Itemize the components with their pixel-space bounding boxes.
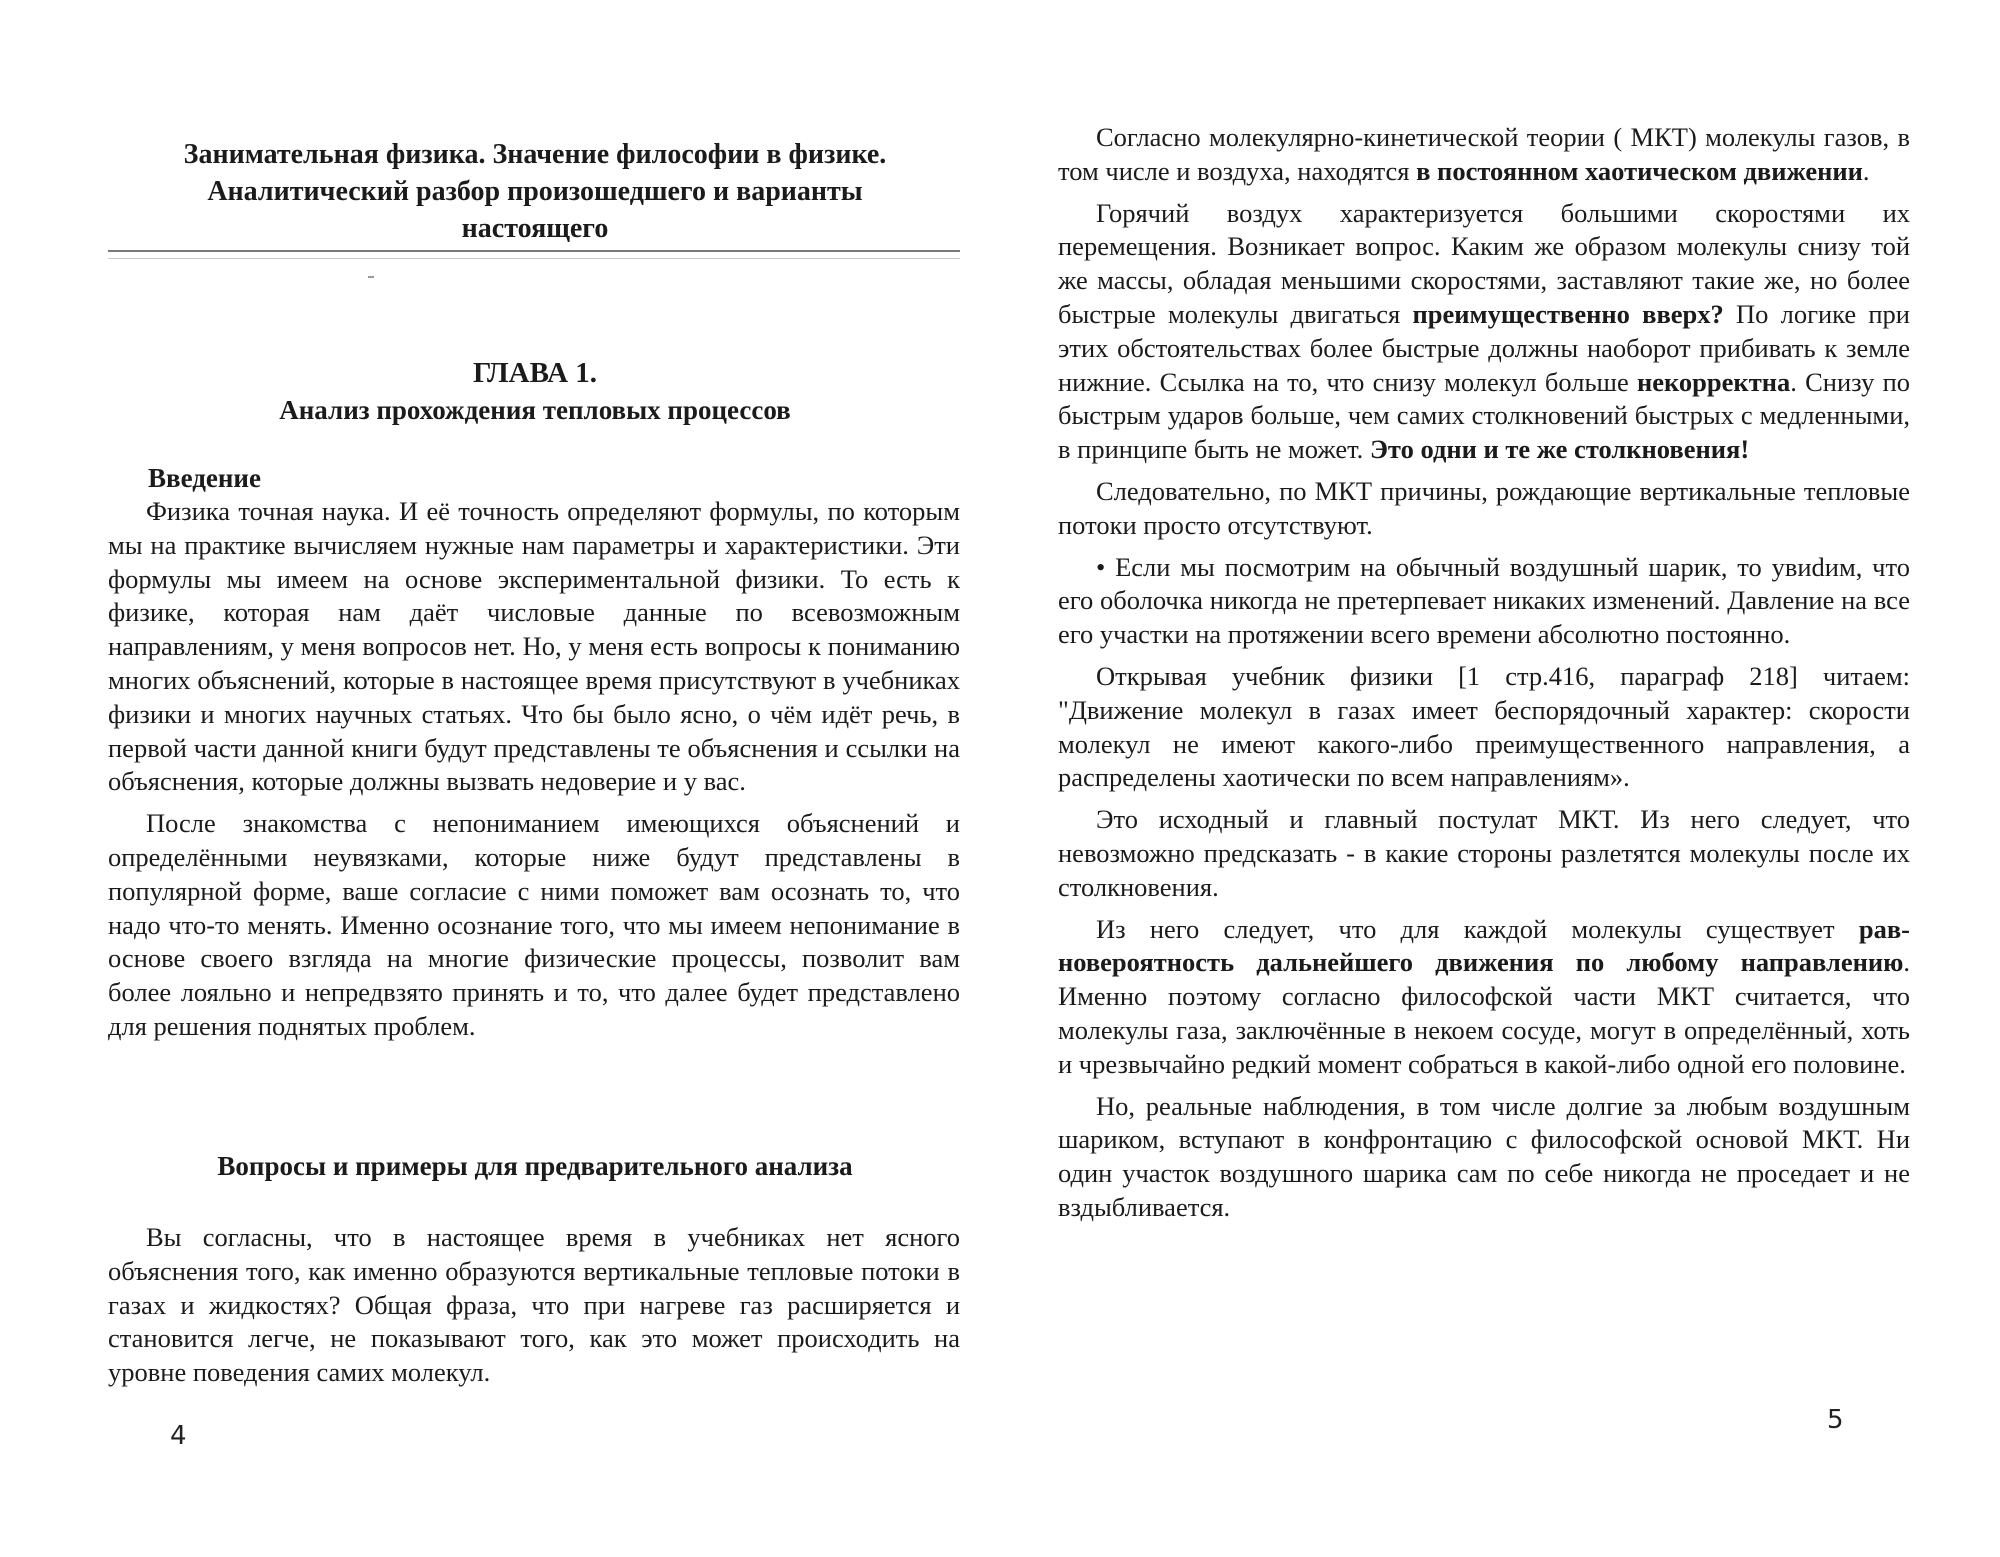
text-run: Из него следует, что для каждой молекулы существует xyxy=(1096,913,1859,944)
right-page xyxy=(1000,0,2000,1557)
page-number: 4 xyxy=(170,1421,187,1451)
bullet-paragraph: • Если мы посмотрим на обычный воздушный шарик, то увиdим, что его оболочка никогда не претерпевает никаких изменений. Давление на все его участки на протяжении всего времени абсолютно постоянно. xyxy=(1058,551,1910,650)
book-title-line: Аналитический разбор произошедшего и варианты xyxy=(207,176,863,207)
text-run: . xyxy=(1862,155,1870,186)
chapter-title: Анализ прохождения тепловых процессов xyxy=(279,395,791,425)
intro-heading: Введение xyxy=(148,463,261,493)
section-heading: Вопросы и примеры для предварительного анализа xyxy=(217,1151,853,1181)
book-title-line: настоящего xyxy=(461,213,609,244)
section-text xyxy=(108,1221,960,1390)
paragraph: После знакомства с непониманием имеющихся объяснений и определёнными неувязками, которые ниже будут представлены в популярной форме, ваше согласие с ними поможет вам осознать то, что надо что-то менять. Именно осознание того, что мы имеем непонимание в основе своего взгляда на многие физические процессы, позволит вам более лояльно и непредвзято принять и то, что далее будет представлено для решения поднятых проблем. xyxy=(108,808,960,1041)
paragraph: Открывая учебник физики [1 стр.416, параграф 218] читаем: "Движение молекул в газах имеет беспорядочный характер: скорости молекул не имеют какого-либо преимущественного направления, а распределены хаотически по всем направлениям». xyxy=(1058,660,1910,793)
page-number: 5 xyxy=(1827,1405,1844,1435)
text-run: . Именно поэтому согласно философской части МКТ считается, что молекулы газа, заключённые в некоем сосуде, могут в определённый, хоть и чрезвычайно редкий момент собраться в какой-либо одной его половине. xyxy=(1058,947,1910,1079)
chapter-number: ГЛАВА 1. xyxy=(472,357,598,389)
text-run: По логике при этих обстоятельствах более быстрые должны наоборот прибивать к земле нижние. Ссылка на то, что снизу молекул больше xyxy=(1058,298,1910,397)
title-divider-shadow xyxy=(108,258,960,259)
bold-run: равновероятность дальнейшего движения по любому направлению xyxy=(1058,913,1910,978)
bold-run: преимущественно вверх? xyxy=(1412,298,1724,329)
paragraph: Это исходный и главный постулат МКТ. Из него следует, что невозможно предсказать - в какие стороны разлетятся молекулы после их столкновения. xyxy=(1058,804,1910,902)
paragraph: Но, реальные наблюдения, в том числе долгие за любым воздушным шариком, вступают в конфронтацию с философской основой МКТ. Ни один участок воздушного шарика сам по себе никогда не проседает и не вздыбливается. xyxy=(1058,1090,1910,1222)
paragraph xyxy=(1058,197,1910,467)
intro-text xyxy=(108,495,960,1044)
paragraph: Вы согласны, что в настоящее время в учебниках нет ясного объяснения того, как именно образуются вертикальные тепловые потоки в газах и жидкостях? Общая фраза, что при нагреве газ расширяется и становится легче, не показывают того, как это может происходить на уровне поведения самих молекул. xyxy=(108,1222,960,1388)
text-run: Согласно молекулярно-кинетической теории ( МКТ) молекулы газов, в том числе и воздуха, находятся xyxy=(1058,122,1910,186)
paragraph: Следовательно, по МКТ причины, рождающие вертикальные тепловые потоки просто отсутствуют. xyxy=(1058,475,1910,540)
scan-speck xyxy=(368,276,374,278)
bold-run: Это одни и те же столкновения! xyxy=(1369,434,1750,465)
bold-run: некорректна xyxy=(1636,366,1791,397)
right-text xyxy=(1058,121,1910,1225)
bold-run: в постоянном хаотическом движении xyxy=(1416,155,1863,186)
book-title xyxy=(110,136,960,247)
paragraph xyxy=(1058,121,1910,189)
title-divider xyxy=(108,250,960,252)
text-run: Горячий воздух характеризуется большими скоростями их перемещения. Возникает вопрос. Каким же образом молекулы снизу той же массы, обладая меньшими скоростями, заставляют такие же, но более быстрые молекулы двигаться xyxy=(1058,197,1910,329)
paragraph xyxy=(1058,913,1910,1082)
paragraph: Физика точная наука. И её точность определяют формулы, по которым мы на практике вычисляем нужные нам параметры и характеристики. Эти формулы мы имеем на основе экспериментальной физики. То есть к физике, которая нам даёт числовые данные по всевозможным направлениям, у меня вопросов нет. Но, у меня есть вопросы к пониманию многих объяснений, которые в настоящее время присутствуют в учебниках физики и многих научных статьях. Что бы было ясно, о чём идёт речь, в первой части данной книги будут представлены те объяснения и ссылки на объяснения, которые должны вызвать недоверие и у вас. xyxy=(108,496,960,797)
book-title-line: Занимательная физика. Значение философии в физике. xyxy=(183,139,887,170)
text-run: . Снизу по быстрым ударов больше, чем самих столкновений быстрых с медленными, в принципе быть не может. xyxy=(1058,366,1911,465)
